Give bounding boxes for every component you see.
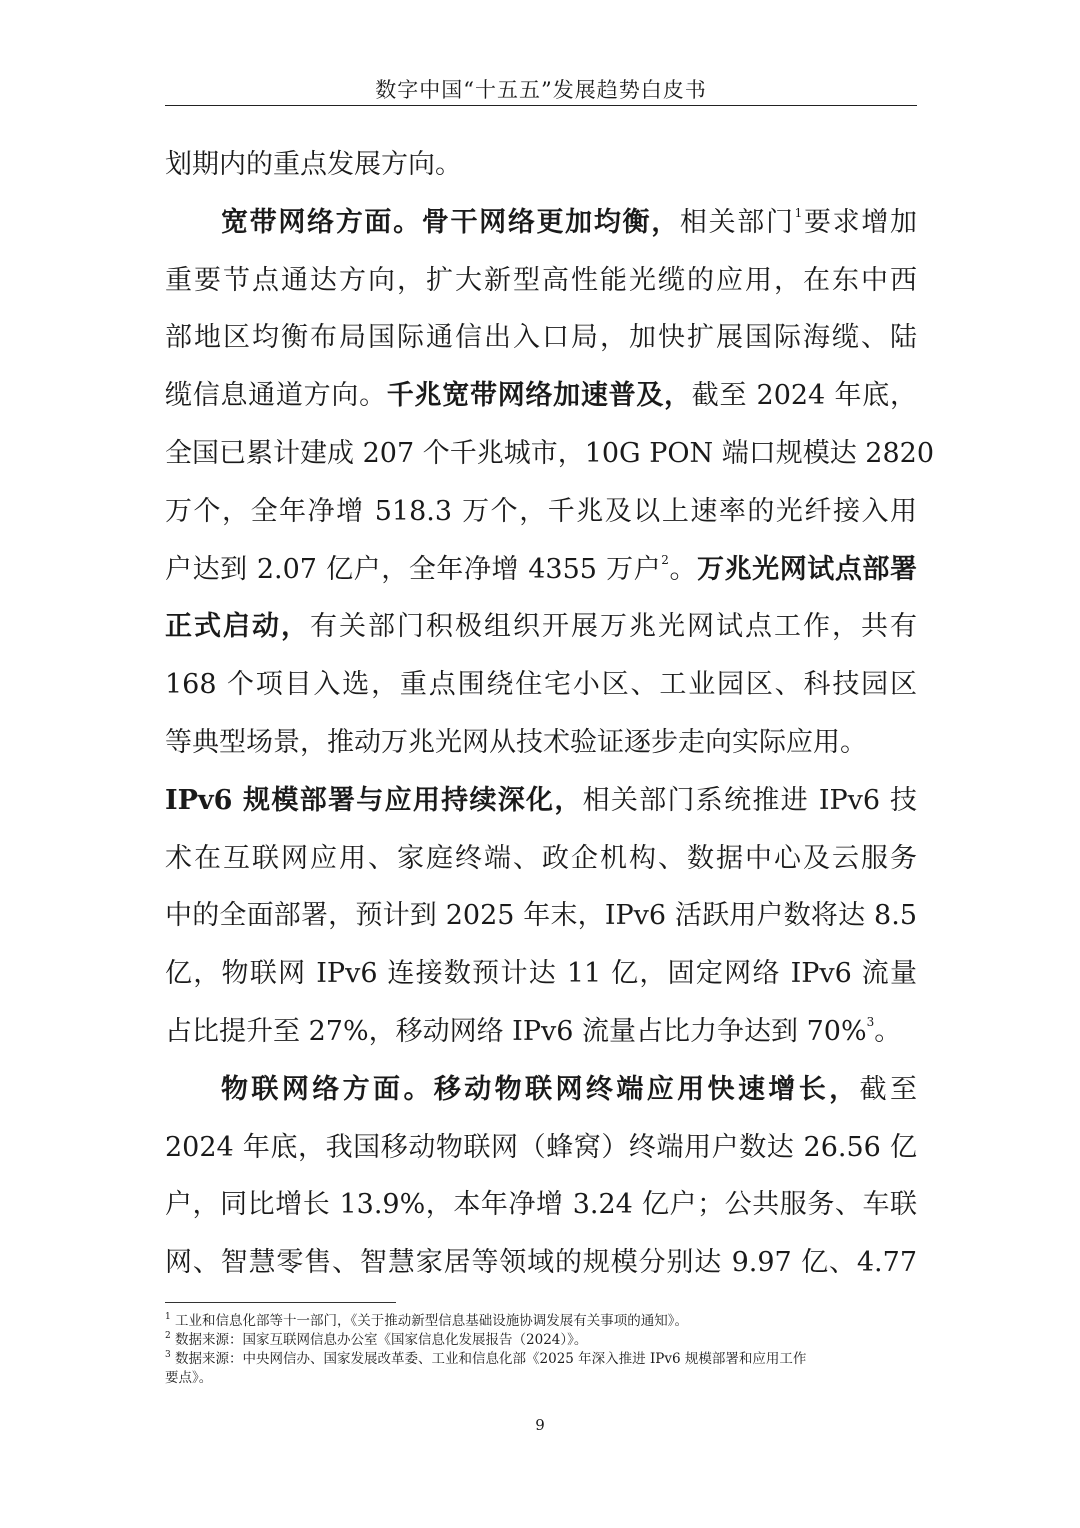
- text-run: 有关部门积极组织开展万兆光网试点工作，共有: [310, 611, 917, 643]
- page-number: 9: [535, 1416, 545, 1434]
- text-run: 亿，物联网 IPv6 连接数预计达 11 亿，固定网络 IPv6 流量: [165, 958, 917, 990]
- footnote-ref: 3: [866, 1014, 875, 1029]
- footnote: [165, 1312, 917, 1331]
- text-run: 。: [668, 553, 698, 585]
- text-run: 相关部门: [679, 206, 795, 238]
- header-divider: [165, 105, 917, 106]
- text-run: 等典型场景，推动万兆光网从技术验证逐步走向实际应用。: [165, 726, 867, 758]
- footnote-text: 工业和信息化部等十一部门，《关于推动新型信息基础设施协调发展有关事项的通知》。: [175, 1313, 689, 1329]
- paragraph-line: [165, 1061, 917, 1119]
- text-run: 术在互联网应用、家庭终端、政企机构、数据中心及云服务: [165, 842, 917, 874]
- text-run: 万个，全年净增 518.3 万个，千兆及以上速率的光纤接入用: [165, 495, 917, 527]
- paragraph-line: [165, 483, 917, 541]
- text-run: 要求增加: [802, 206, 918, 238]
- paragraph-line: [165, 367, 917, 425]
- paragraph-line: [165, 1119, 917, 1177]
- footnote-ref: 1: [794, 205, 803, 220]
- paragraph-line: [165, 830, 917, 888]
- bold-heading: IPv6 规模部署与应用持续深化，: [165, 784, 583, 816]
- footnote-divider: [165, 1302, 396, 1303]
- text-run: 部地区均衡布局国际通信出入口局，加快扩展国际海缆、陆: [165, 322, 917, 354]
- text-run: 2024 年底，我国移动物联网（蜂窝）终端用户数达 26.56 亿: [165, 1131, 917, 1163]
- bold-heading: 万兆光网试点部署: [697, 553, 918, 585]
- footnote-mark: 1: [165, 1312, 171, 1322]
- paragraph-line: [165, 656, 917, 714]
- bold-heading: 正式启动，: [165, 611, 310, 643]
- text-run: 截至 2024 年底，: [691, 380, 917, 412]
- text-run: 。: [874, 1015, 902, 1047]
- bold-heading: 物联网络方面。移动物联网终端应用快速增长，: [221, 1073, 860, 1105]
- bold-heading: 千兆宽带网络加速普及，: [386, 380, 692, 412]
- paragraph-line: [165, 252, 917, 310]
- paragraph-line: [165, 598, 917, 656]
- text-run: 户达到 2.07 亿户，全年净增 4355 万户: [165, 553, 662, 585]
- footnote-text: 要点》。: [165, 1370, 213, 1386]
- paragraph-line: [165, 541, 917, 599]
- paragraph-line: [165, 887, 917, 945]
- text-run: 划期内的重点发展方向。: [165, 149, 462, 180]
- text-run: 中的全面部署，预计到 2025 年末，IPv6 活跃用户数将达 8.5: [165, 900, 917, 932]
- paragraph-line: [165, 1003, 917, 1061]
- text-run: 网、智慧零售、智慧家居等领域的规模分别达 9.97 亿、4.77: [165, 1247, 917, 1279]
- footnote-mark: 3: [165, 1350, 171, 1360]
- footnote: [165, 1350, 917, 1369]
- text-run: 截至: [859, 1073, 918, 1105]
- paragraph-line: [165, 714, 917, 772]
- bold-heading: 宽带网络方面。骨干网络更加均衡，: [221, 206, 680, 238]
- footnote-ref: 2: [661, 552, 669, 567]
- footnote-continuation: [165, 1369, 917, 1388]
- paragraph-line: [165, 309, 917, 367]
- footnotes: [165, 1312, 917, 1388]
- paragraph-line: [165, 945, 917, 1003]
- text-run: 168 个项目入选，重点围绕住宅小区、工业园区、科技园区: [165, 669, 917, 701]
- body-text: [165, 136, 935, 1292]
- paragraph-line: [165, 772, 917, 830]
- text-run: 占比提升至 27%，移动网络 IPv6 流量占比力争达到 70%: [165, 1015, 867, 1047]
- footnote-text: 数据来源：国家互联网信息办公室《国家信息化发展报告（2024）》。: [175, 1332, 588, 1348]
- page-header-title: 数字中国“十五五”发展趋势白皮书: [375, 78, 707, 102]
- paragraph-line: [165, 425, 935, 483]
- footnote-mark: 2: [165, 1331, 171, 1341]
- paragraph-line: [165, 1176, 917, 1234]
- text-run: 相关部门系统推进 IPv6 技: [582, 784, 917, 816]
- paragraph-line: [165, 1234, 917, 1292]
- footnote: [165, 1331, 917, 1350]
- text-run: 全国已累计建成 207 个千兆城市，10G PON 端口规模达 2820: [165, 437, 935, 469]
- text-run: 户，同比增长 13.9%，本年净增 3.24 亿户；公共服务、车联: [165, 1189, 917, 1221]
- paragraph-line: [165, 194, 917, 252]
- paragraph-line: [165, 136, 917, 194]
- text-run: 重要节点通达方向，扩大新型高性能光缆的应用，在东中西: [165, 264, 917, 296]
- text-run: 缆信息通道方向。: [165, 380, 387, 412]
- footnote-text: 数据来源：中央网信办、国家发展改革委、工业和信息化部《2025 年深入推进 IPv6 规模部署和应用工作: [175, 1351, 807, 1367]
